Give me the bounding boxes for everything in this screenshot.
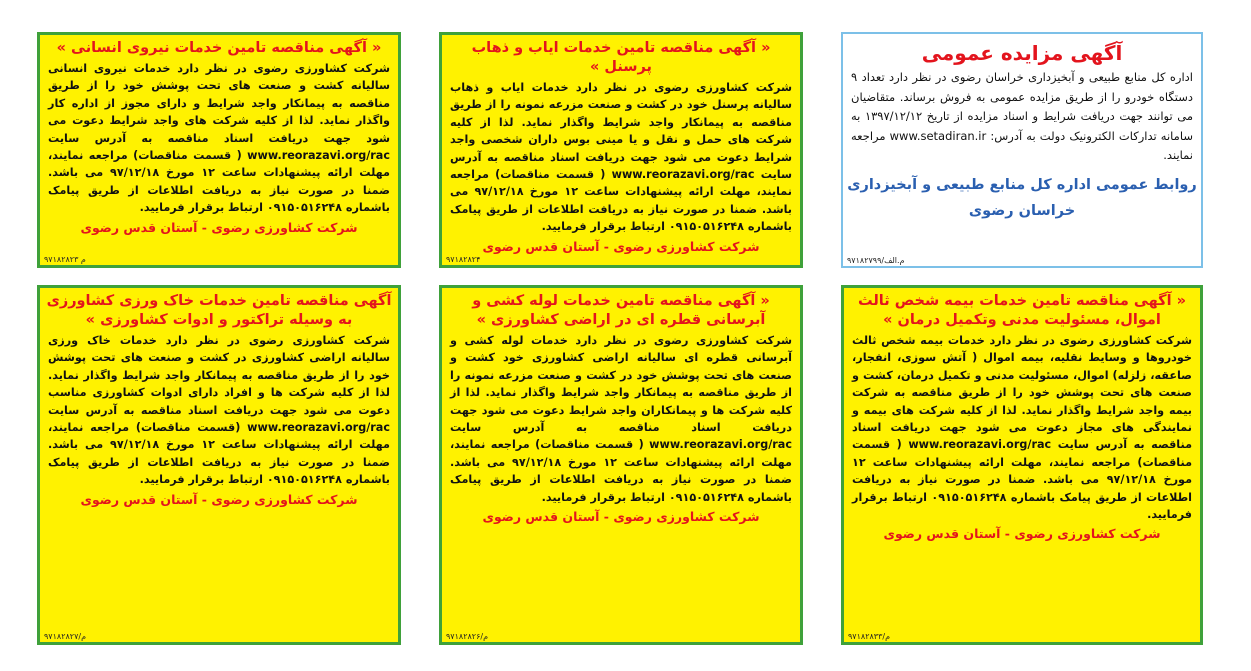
ad-code: ۹۷۱۸۲۸۲۳ م xyxy=(44,255,86,264)
ad-body: شرکت کشاورزی رضوی در نظر دارد خدمات لوله کشی و آبرسانی قطره ای سالیانه اراضی کشاورزی خود کشت و صنعت های تحت پوشش خود در کشت و صنعت مزرعه نمونه را از طریق مناقصه به پیمانکار واجد شرایط واگذار نماید. لذا از کلیه شرکت ها و پیمانکاران واجد شرایط دعوت می شود جهت دریافت اسناد مناقصه به آدرس سایت www.reorazavi.org/rac ( قسمت مناقصات) مراجعه نمایند، مهلت ارائه پیشنهادات ساعت ۱۲ مورخ ۹۷/۱۲/۱۸ می باشد. ضمنا در صورت نیاز به دریافت اطلاعات از طریق پیامک باشماره ۰۹۱۵۰۵۱۶۲۴۸ ارتباط برقرار فرمایید. xyxy=(450,334,792,504)
ad-footer: شرکت کشاورزی رضوی - آستان قدس رضوی xyxy=(482,238,760,254)
ad-footer: شرکت کشاورزی رضوی - آستان قدس رضوی xyxy=(482,509,760,525)
ad-title: « آگهی مناقصه تامین خدمات لوله کشی و آبرسانی قطره ای در اراضی کشاورزی » xyxy=(472,293,770,328)
manpower-tender-ad xyxy=(37,32,401,268)
ad-code: ۹۷۱۸۲۷۹۹/م.الف xyxy=(847,256,905,265)
ad-title: « آگهی مناقصه تامین خدمات نیروی انسانی » xyxy=(56,40,382,56)
ad-code: ۹۷۱۸۲۸۲۴ xyxy=(446,255,481,264)
ad-title: آگهی مناقصه تامین خدمات خاک ورزی کشاورزی به وسیله تراکتور و ادوات کشاورزی » xyxy=(46,293,392,328)
transport-tender-ad xyxy=(439,32,803,268)
auction-ad xyxy=(841,32,1203,268)
ad-footer: شرکت کشاورزی رضوی - آستان قدس رضوی xyxy=(80,219,358,235)
ad-code: م/۹۷۱۸۲۸۲۶ xyxy=(446,632,489,641)
tillage-tender-ad xyxy=(37,285,401,645)
ad-body: شرکت کشاورزی رضوی در نظر دارد خدمات بیمه شخص ثالث خودروها و وسایط نقلیه، بیمه اموال ( آتش سوزی، انفجار، صاعقه، زلزله) اموال، مسئولیت مدنی و تکمیل درمان، کشت و صنعت های تحت پوشش خود را از طریق مناقصه به شرکت بیمه واجد شرایط واگذار نماید. لذا از کلیه شرکت های بیمه و نمایندگی های مجاز دعوت می شود جهت دریافت اسناد مناقصه به آدرس سایت www.reorazavi.org/rac ( قسمت مناقصات) مراجعه نمایند، مهلت ارائه پیشنهادات ساعت ۱۲ مورخ ۹۷/۱۲/۱۸ می باشد. ضمنا در صورت نیاز به دریافت اطلاعات از طریق پیامک باشماره ۰۹۱۵۰۵۱۶۲۴۸ ارتباط برقرار فرمایید. xyxy=(852,334,1193,522)
ad-title: « آگهی مناقصه تامین خدمات ایاب و ذهاب پرسنل » xyxy=(471,40,771,75)
ad-code: م/۹۷۱۸۲۸۲۷ xyxy=(44,632,87,641)
ad-title: « آگهی مناقصه تامین خدمات بیمه شخص ثالث اموال، مسئولیت مدنی وتکمیل درمان » xyxy=(858,293,1186,328)
ad-footer: شرکت کشاورزی رضوی - آستان قدس رضوی xyxy=(883,526,1161,542)
irrigation-tender-ad xyxy=(439,285,803,645)
insurance-tender-ad xyxy=(841,285,1203,645)
ad-footer: شرکت کشاورزی رضوی - آستان قدس رضوی xyxy=(80,491,358,507)
ad-title: آگهی مزایده عمومی xyxy=(921,41,1123,65)
ad-body: شرکت کشاورزی رضوی در نظر دارد خدمات نیروی انسانی سالیانه کشت و صنعت های تحت پوشش خود را از طریق مناقصه به پیمانکار واجد شرایط و دارای مجوز از اداره کار واگذار نماید. لذا از کلیه شرکت های واجد شرایط دعوت می شود جهت دریافت اسناد مناقصه به آدرس سایت www.reorazavi.org/rac ( قسمت مناقصات) مراجعه نمایند، مهلت ارائه پیشنهادات ساعت ۱۲ مورخ ۹۷/۱۲/۱۸ می باشد. ضمنا در صورت نیاز به دریافت اطلاعات از طریق پیامک باشماره ۰۹۱۵۰۵۱۶۲۴۸ ارتباط برقرار فرمایید. xyxy=(48,62,390,215)
ad-body: شرکت کشاورزی رضوی در نظر دارد خدمات خاک ورزی سالیانه اراضی کشاورزی در کشت و صنعت های تحت پوشش خود را از طریق مناقصه به پیمانکار واجد شرایط واگذار نماید. لذا از کلیه شرکت ها و افراد دارای ادوات کشاورزی مناسب دعوت می شود جهت دریافت اسناد مناقصه به آدرس سایت www.reorazavi.org/rac (قسمت مناقصات) مراجعه نمایند، مهلت ارائه پیشنهادات ساعت ۱۲ مورخ ۹۷/۱۲/۱۸ می باشد. ضمنا در صورت نیاز به دریافت اطلاعات از طریق پیامک باشماره ۰۹۱۵۰۵۱۶۲۴۸ ارتباط برقرار فرمایید. xyxy=(48,334,390,487)
ad-footer: روابط عمومی اداره کل منابع طبیعی و آبخیزداری خراسان رضوی xyxy=(847,176,1197,219)
ad-code: م/۹۷۱۸۲۸۳۳ xyxy=(848,632,891,641)
ad-body: شرکت کشاورزی رضوی در نظر دارد خدمات ایاب و ذهاب سالیانه پرسنل خود در کشت و صنعت مزرعه نمونه را از طریق مناقصه به پیمانکار واجد شرایط واگذار نماید. لذا از کلیه شرکت های حمل و نقل و یا مینی بوس داران شخصی واجد شرایط دعوت می شود جهت دریافت اسناد مناقصه به آدرس سایت www.reorazavi.org/rac ( قسمت مناقصات) مراجعه نمایند، مهلت ارائه پیشنهادات ساعت ۱۲ مورخ ۹۷/۱۲/۱۸ می باشد. ضمنا در صورت نیاز به دریافت اطلاعات از طریق پیامک باشماره ۰۹۱۵۰۵۱۶۲۴۸ ارتباط برقرار فرمایید. xyxy=(450,81,793,234)
ad-body: اداره کل منابع طبیعی و آبخیزداری خراسان رضوی در نظر دارد تعداد ۹ دستگاه خودرو را از طریق مزایده عمومی به فروش برساند. متقاضیان می توانند جهت دریافت شرایط و اسناد مزایده از تاریخ ۱۳۹۷/۱۲/۱۲ به سامانه تدارکات الکترونیک دولت به آدرس: www.setadiran.ir مراجعه نمایند. xyxy=(851,70,1193,162)
